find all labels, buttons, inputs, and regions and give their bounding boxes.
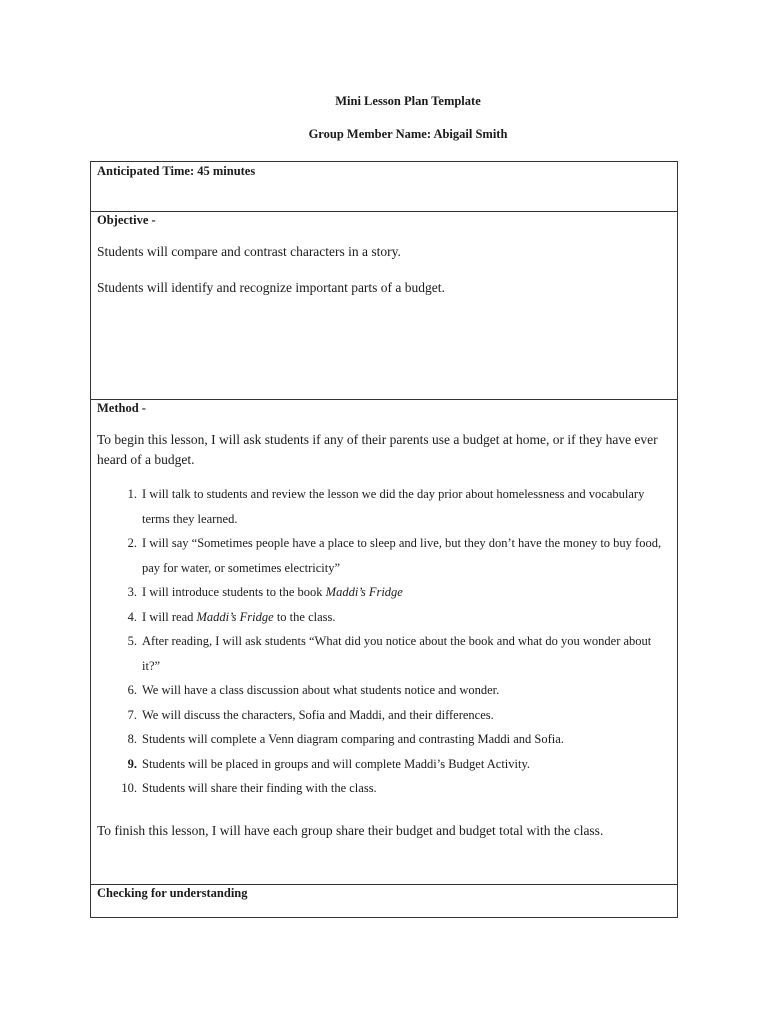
- objective-item: Students will identify and recognize important parts of a budget.: [97, 280, 445, 295]
- method-step: 9. Students will be placed in groups and will complete Maddi’s Budget Activity.: [127, 756, 531, 771]
- method-steps-list: [97, 482, 671, 801]
- method-step: 2. I will say “Sometimes people have a place to sleep and live, but they don’t have the money to buy food, pay for water, or sometimes electricity”: [127, 536, 662, 575]
- lesson-plan-table: [90, 161, 678, 918]
- method-step: 5. After reading, I will ask students “What did you notice about the book and what do you wonder about it?”: [127, 634, 652, 673]
- objective-item: Students will compare and contrast characters in a story.: [97, 244, 401, 259]
- document-title: Mini Lesson Plan Template: [335, 94, 481, 108]
- anticipated-time-row: [91, 162, 678, 212]
- method-step: 1. I will talk to students and review the lesson we did the day prior about homelessness and vocabulary terms they learned.: [127, 487, 645, 526]
- method-step: 3. I will introduce students to the book Maddi’s Fridge: [127, 585, 403, 599]
- method-step: 4. I will read Maddi’s Fridge to the class.: [127, 609, 336, 624]
- method-step: 6. We will have a class discussion about what students notice and wonder.: [127, 683, 500, 697]
- method-step: 7. We will discuss the characters, Sofia and Maddi, and their differences.: [127, 707, 494, 722]
- method-row: [91, 400, 678, 885]
- objective-header: Objective -: [97, 213, 156, 227]
- method-header: Method -: [97, 401, 146, 415]
- anticipated-time-label: Anticipated Time: 45 minutes: [97, 164, 256, 178]
- group-member-name: Group Member Name: Abigail Smith: [308, 127, 508, 141]
- checking-header: Checking for understanding: [97, 886, 248, 900]
- method-intro: To begin this lesson, I will ask students if any of their parents use a budget at home, or if they have ever heard of a budget.: [97, 432, 658, 467]
- method-step: 10. Students will share their finding with the class.: [121, 781, 377, 795]
- method-outro: To finish this lesson, I will have each group share their budget and budget total with the class.: [97, 822, 604, 838]
- objective-row: [91, 212, 678, 400]
- checking-row: [91, 885, 678, 918]
- method-step: 8. Students will complete a Venn diagram comparing and contrasting Maddi and Sofia.: [127, 732, 564, 746]
